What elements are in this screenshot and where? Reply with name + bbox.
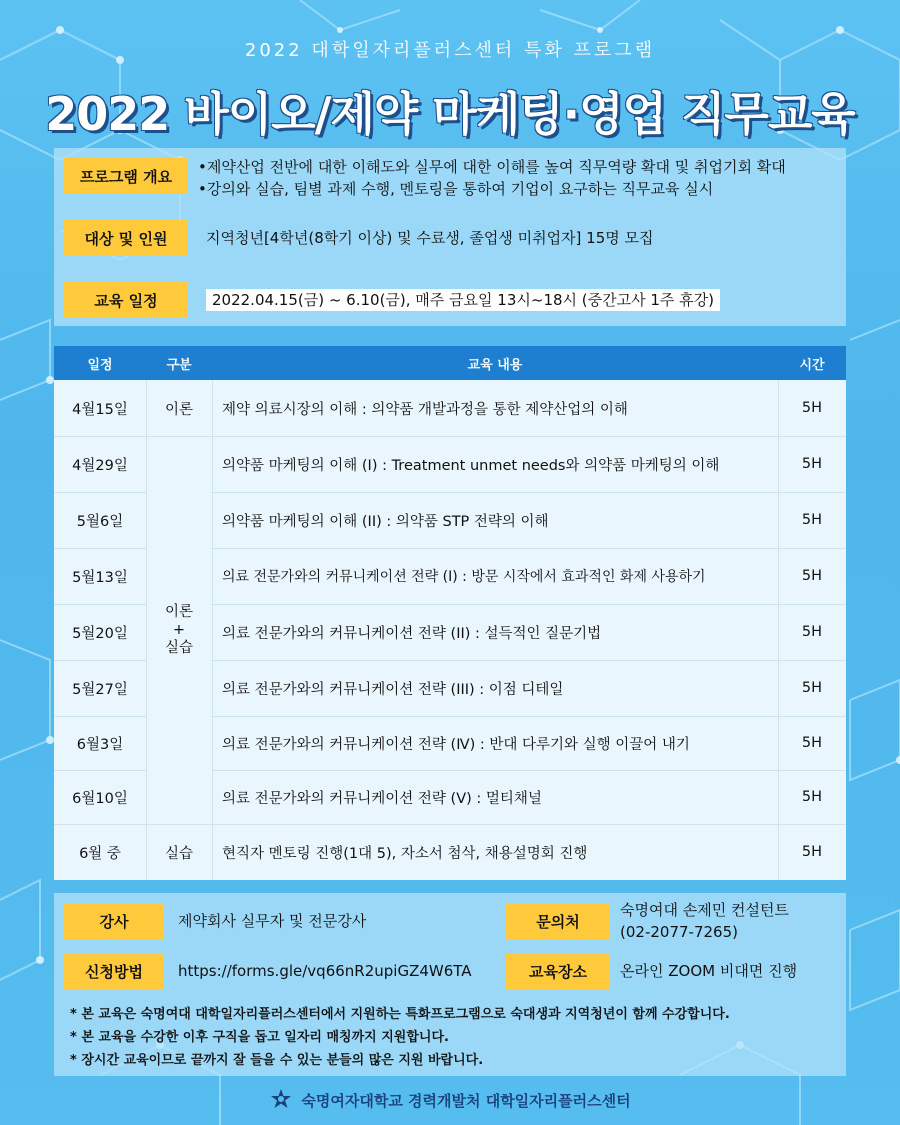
table-cell-date: 6월 중 bbox=[79, 845, 121, 862]
table-cell-content: 의약품 마케팅의 이해 (I) : Treatment unmet needs와 의약품 마케팅의 이해 bbox=[222, 457, 720, 474]
page-title: 2022 바이오/제약 마케팅·영업 직무교육 bbox=[45, 87, 855, 141]
table-cell-type: 실습 bbox=[164, 845, 193, 862]
table-cell-time: 5H bbox=[801, 680, 823, 696]
table-cell-date: 6월3일 bbox=[76, 736, 124, 753]
program-overview-label: 프로그램 개요 bbox=[64, 158, 188, 194]
table-cell-time: 5H bbox=[801, 624, 823, 640]
table-cell-time: 5H bbox=[801, 400, 823, 416]
university-emblem-icon bbox=[269, 1088, 293, 1112]
note-line: * 본 교육을 수강한 이후 구직을 돕고 일자리 매칭까지 지원합니다. bbox=[70, 1030, 449, 1045]
table-cell-content: 의료 전문가와의 커뮤니케이션 전략 (Ⅴ) : 멀티채널 bbox=[222, 790, 542, 807]
table-cell-date: 5월13일 bbox=[72, 569, 128, 586]
program-subtitle: 2022 대학일자리플러스센터 특화 프로그램 bbox=[244, 40, 656, 61]
table-cell-date: 4월29일 bbox=[72, 457, 128, 474]
overview-panel bbox=[54, 148, 846, 326]
curriculum-table bbox=[54, 346, 846, 880]
table-cell-time: 5H bbox=[801, 789, 823, 805]
header-type: 구분 bbox=[166, 357, 192, 373]
apply-label: 신청방법 bbox=[64, 953, 164, 989]
table-cell-content: 의료 전문가와의 커뮤니케이션 전략 (II) : 설득적인 질문기법 bbox=[222, 625, 602, 642]
table-cell-date: 5월20일 bbox=[72, 625, 128, 642]
table-cell-date: 6월10일 bbox=[72, 790, 128, 807]
table-cell-time: 5H bbox=[801, 456, 823, 472]
table-cell-type: 이론 bbox=[164, 401, 193, 418]
apply-link[interactable]: https://forms.gle/vq66nR2upiGZ4W6TA bbox=[178, 962, 472, 980]
program-overview-line2: •강의와 실습, 팀별 과제 수행, 멘토링을 통하여 기업이 요구하는 직무교육 실시 bbox=[198, 180, 714, 198]
target-text: 지역청년[4학년(8학기 이상) 및 수료생, 졸업생 미취업자] 15명 모집 bbox=[206, 229, 654, 247]
note-line: * 장시간 교육이므로 끝까지 잘 들을 수 있는 분들의 많은 지원 바랍니다. bbox=[70, 1053, 484, 1068]
contact-name: 숙명여대 손제민 컨설턴트 bbox=[620, 901, 789, 919]
merged-type-line: 이론 bbox=[164, 604, 193, 620]
table-cell-date: 5월27일 bbox=[72, 681, 128, 698]
table-cell-content: 의료 전문가와의 커뮤니케이션 전략 (Ⅳ) : 반대 다루기와 실행 이끌어 내기 bbox=[222, 736, 690, 753]
footer bbox=[0, 1086, 900, 1114]
table-header bbox=[54, 346, 846, 380]
header-time: 시간 bbox=[799, 357, 825, 373]
contact-label: 문의처 bbox=[506, 903, 610, 939]
table-cell-content: 제약 의료시장의 이해 : 의약품 개발과정을 통한 제약산업의 이해 bbox=[222, 401, 628, 418]
table-cell-content: 의료 전문가와의 커뮤니케이션 전략 (I) : 방문 시작에서 효과적인 화제 사용하기 bbox=[222, 569, 706, 585]
merged-type-line: + bbox=[172, 622, 186, 638]
place-label: 교육장소 bbox=[506, 953, 610, 989]
place-text: 온라인 ZOOM 비대면 진행 bbox=[620, 962, 798, 980]
target-label: 대상 및 인원 bbox=[64, 220, 188, 256]
instructor-text: 제약회사 실무자 및 전문강사 bbox=[178, 912, 367, 930]
table-cell-date: 4월15일 bbox=[72, 401, 128, 418]
table-cell-content: 의료 전문가와의 커뮤니케이션 전략 (III) : 이점 디테일 bbox=[222, 681, 564, 698]
merged-type-line: 실습 bbox=[164, 640, 193, 656]
program-overview-line1: •제약산업 전반에 대한 이해도와 실무에 대한 이해를 높여 직무역량 확대 및 취업기회 확대 bbox=[198, 158, 786, 176]
table-cell-time: 5H bbox=[801, 735, 823, 751]
footer-org-name: 숙명여자대학교 경력개발처 대학일자리플러스센터 bbox=[301, 1091, 631, 1110]
contact-phone: (02-2077-7265) bbox=[620, 923, 738, 941]
schedule-text: 2022.04.15(금) ~ 6.10(금), 매주 금요일 13시~18시 (중간고사 1주 휴강) bbox=[206, 289, 720, 311]
header-content: 교육 내용 bbox=[467, 357, 523, 373]
header-date: 일정 bbox=[87, 357, 113, 373]
note-line: * 본 교육은 숙명여대 대학일자리플러스센터에서 지원하는 특화프로그램으로 숙대생과 지역청년이 함께 수강합니다. bbox=[70, 1007, 730, 1022]
column-divider bbox=[212, 380, 213, 880]
details-panel bbox=[54, 893, 846, 1076]
table-cell-date: 5월6일 bbox=[76, 513, 124, 530]
table-cell-content: 의약품 마케팅의 이해 (II) : 의약품 STP 전략의 이해 bbox=[222, 513, 549, 530]
table-cell-time: 5H bbox=[801, 512, 823, 528]
table-cell-time: 5H bbox=[801, 568, 823, 584]
table-cell-content: 현직자 멘토링 진행(1대 5), 자소서 첨삭, 채용설명회 진행 bbox=[222, 845, 588, 862]
table-cell-type-merged bbox=[146, 436, 212, 824]
instructor-label: 강사 bbox=[64, 903, 164, 939]
table-cell-time: 5H bbox=[801, 844, 823, 860]
schedule-label: 교육 일정 bbox=[64, 282, 188, 318]
